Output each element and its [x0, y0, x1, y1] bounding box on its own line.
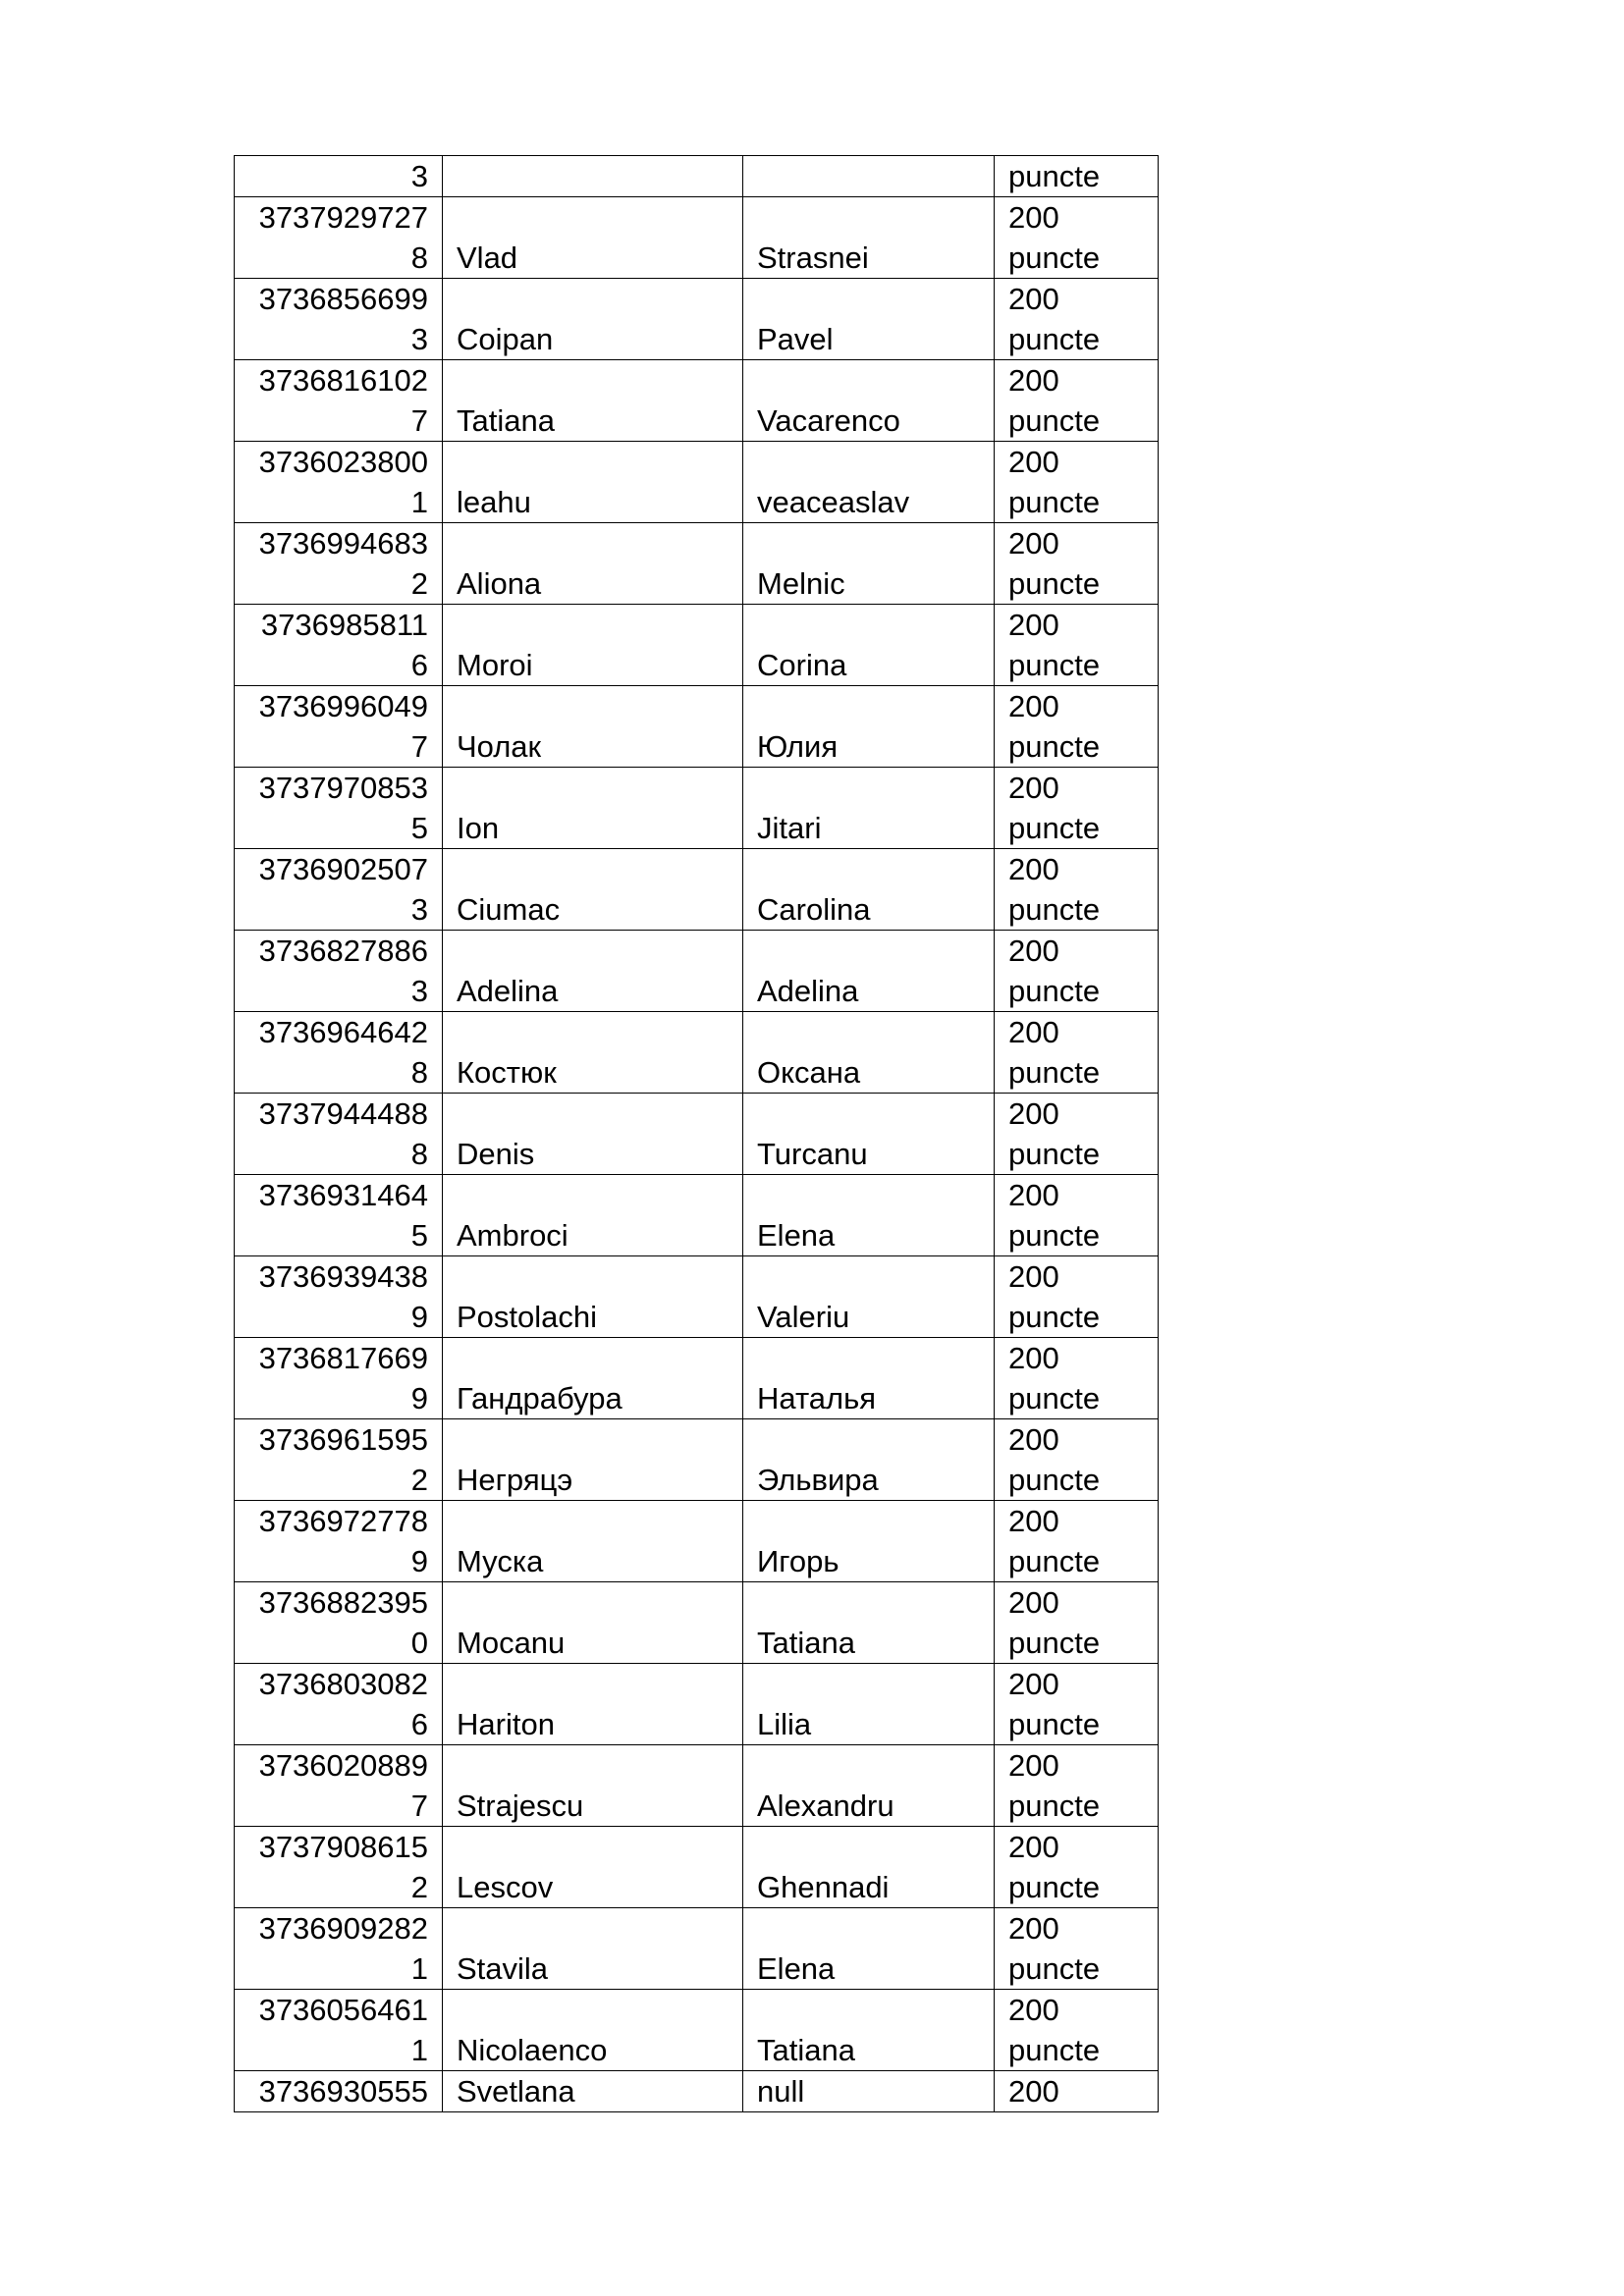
phone-cell	[235, 1256, 443, 1338]
phone-text: 3736964642	[258, 1015, 428, 1049]
phone-cell	[235, 156, 443, 197]
results-table	[234, 155, 1159, 2112]
first-name-cell: Nicolaenco	[443, 1990, 743, 2071]
phone-text: 6	[410, 1707, 428, 1741]
table-row	[235, 442, 1159, 523]
points-text: puncte	[1008, 648, 1101, 682]
phone-text: 3736803082	[258, 1667, 428, 1701]
table-row	[235, 197, 1159, 279]
points-text: 200	[1008, 363, 1059, 398]
phone-text: 3736939438	[258, 1259, 428, 1294]
table-row	[235, 849, 1159, 931]
points-text: puncte	[1008, 729, 1101, 764]
first-name-cell: Муска	[443, 1501, 743, 1582]
phone-text: 9	[410, 1300, 428, 1334]
phone-text: 8	[410, 1137, 428, 1171]
points-text: 200	[1008, 1015, 1059, 1049]
points-cell	[995, 1990, 1159, 2071]
points-text: puncte	[1008, 811, 1101, 845]
phone-text: 8	[410, 240, 428, 275]
last-name-cell: Alexandru	[743, 1745, 995, 1827]
phone-text: 1	[410, 485, 428, 519]
phone-cell	[235, 686, 443, 768]
points-text: puncte	[1008, 1951, 1101, 1986]
phone-cell	[235, 442, 443, 523]
phone-cell	[235, 1745, 443, 1827]
last-name-cell: null	[743, 2071, 995, 2112]
points-cell	[995, 197, 1159, 279]
points-text: 200	[1008, 608, 1059, 642]
table-row	[235, 1501, 1159, 1582]
last-name-cell: Оксана	[743, 1012, 995, 1094]
points-text: 200	[1008, 1993, 1059, 2027]
phone-cell	[235, 1664, 443, 1745]
table-row	[235, 1175, 1159, 1256]
points-text: 200	[1008, 1178, 1059, 1212]
first-name-cell: Mocanu	[443, 1582, 743, 1664]
last-name-cell: veaceaslav	[743, 442, 995, 523]
phone-text: 3736902507	[258, 852, 428, 886]
last-name-cell: Adelina	[743, 931, 995, 1012]
table-row	[235, 2071, 1159, 2112]
phone-text: 3736882395	[258, 1585, 428, 1620]
phone-text: 5	[410, 811, 428, 845]
points-text: puncte	[1008, 1055, 1101, 1090]
points-text: puncte	[1008, 485, 1101, 519]
phone-text: 3736931464	[258, 1178, 428, 1212]
phone-text: 8	[410, 1055, 428, 1090]
first-name-cell: Coipan	[443, 279, 743, 360]
points-cell	[995, 2071, 1159, 2112]
phone-text: 7	[410, 729, 428, 764]
points-text: 200	[1008, 1911, 1059, 1946]
table-row	[235, 768, 1159, 849]
points-cell	[995, 1419, 1159, 1501]
points-text: puncte	[1008, 566, 1101, 601]
table-row	[235, 1338, 1159, 1419]
points-cell	[995, 1256, 1159, 1338]
phone-text: 3737908615	[258, 1830, 428, 1864]
phone-text: 7	[410, 403, 428, 438]
points-text: puncte	[1008, 892, 1101, 927]
points-cell	[995, 523, 1159, 605]
first-name-cell: Tatiana	[443, 360, 743, 442]
phone-text: 3736056461	[258, 1993, 428, 2027]
first-name-cell: Adelina	[443, 931, 743, 1012]
phone-cell	[235, 931, 443, 1012]
phone-cell	[235, 605, 443, 686]
last-name-cell: Игорь	[743, 1501, 995, 1582]
points-text: 200	[1008, 1667, 1059, 1701]
last-name-cell: Pavel	[743, 279, 995, 360]
points-text: puncte	[1008, 974, 1101, 1008]
points-text: 200	[1008, 771, 1059, 805]
last-name-cell	[743, 156, 995, 197]
last-name-cell: Elena	[743, 1908, 995, 1990]
phone-text: 2	[410, 566, 428, 601]
phone-text: 3736020889	[258, 1748, 428, 1783]
table-row	[235, 523, 1159, 605]
table-row	[235, 1094, 1159, 1175]
table-row	[235, 1256, 1159, 1338]
points-text: 200	[1008, 445, 1059, 479]
table-row	[235, 1908, 1159, 1990]
points-cell	[995, 768, 1159, 849]
last-name-cell: Carolina	[743, 849, 995, 931]
phone-text: 3736972778	[258, 1504, 428, 1538]
phone-text: 3736961595	[258, 1422, 428, 1457]
points-text: 200	[1008, 200, 1059, 235]
points-cell	[995, 849, 1159, 931]
phone-cell	[235, 1908, 443, 1990]
table-row	[235, 360, 1159, 442]
last-name-cell: Tatiana	[743, 1990, 995, 2071]
phone-cell	[235, 1419, 443, 1501]
last-name-cell: Turcanu	[743, 1094, 995, 1175]
phone-text: 3	[410, 974, 428, 1008]
first-name-cell: Strajescu	[443, 1745, 743, 1827]
phone-text: 3736817669	[258, 1341, 428, 1375]
first-name-cell: Ion	[443, 768, 743, 849]
phone-text: 3736856699	[258, 282, 428, 316]
last-name-cell: Elena	[743, 1175, 995, 1256]
last-name-cell: Jitari	[743, 768, 995, 849]
results-table-body	[235, 156, 1159, 2112]
points-text: 200	[1008, 1504, 1059, 1538]
points-cell	[995, 1745, 1159, 1827]
points-cell	[995, 1012, 1159, 1094]
phone-text: 3736023800	[258, 445, 428, 479]
points-text: puncte	[1008, 1300, 1101, 1334]
phone-cell	[235, 2071, 443, 2112]
table-row	[235, 1990, 1159, 2071]
points-cell	[995, 1338, 1159, 1419]
points-text: 200	[1008, 2074, 1059, 2109]
points-cell	[995, 1501, 1159, 1582]
phone-cell	[235, 197, 443, 279]
points-text: puncte	[1008, 159, 1101, 193]
points-text: puncte	[1008, 322, 1101, 356]
points-text: puncte	[1008, 1870, 1101, 1904]
phone-cell	[235, 523, 443, 605]
points-text: puncte	[1008, 1626, 1101, 1660]
points-text: 200	[1008, 1830, 1059, 1864]
last-name-cell: Lilia	[743, 1664, 995, 1745]
phone-cell	[235, 1094, 443, 1175]
table-row	[235, 1745, 1159, 1827]
table-row	[235, 1419, 1159, 1501]
last-name-cell: Юлия	[743, 686, 995, 768]
first-name-cell: Lescov	[443, 1827, 743, 1908]
last-name-cell: Эльвира	[743, 1419, 995, 1501]
last-name-cell: Ghennadi	[743, 1827, 995, 1908]
last-name-cell: Valeriu	[743, 1256, 995, 1338]
points-text: puncte	[1008, 1463, 1101, 1497]
table-row	[235, 279, 1159, 360]
phone-text: 3	[410, 322, 428, 356]
first-name-cell: Denis	[443, 1094, 743, 1175]
phone-text: 3737929727	[258, 200, 428, 235]
last-name-cell: Corina	[743, 605, 995, 686]
points-cell	[995, 931, 1159, 1012]
points-text: puncte	[1008, 2033, 1101, 2067]
phone-cell	[235, 279, 443, 360]
table-row	[235, 931, 1159, 1012]
points-text: 200	[1008, 689, 1059, 723]
points-cell	[995, 156, 1159, 197]
phone-text: 3736816102	[258, 363, 428, 398]
last-name-cell: Наталья	[743, 1338, 995, 1419]
first-name-cell: Postolachi	[443, 1256, 743, 1338]
phone-cell	[235, 1827, 443, 1908]
points-text: 200	[1008, 1585, 1059, 1620]
phone-text: 3736930555	[258, 2074, 428, 2109]
first-name-cell: Aliona	[443, 523, 743, 605]
first-name-cell: Svetlana	[443, 2071, 743, 2112]
last-name-cell: Strasnei	[743, 197, 995, 279]
points-cell	[995, 686, 1159, 768]
points-text: 200	[1008, 1422, 1059, 1457]
phone-cell	[235, 1501, 443, 1582]
points-cell	[995, 1175, 1159, 1256]
phone-cell	[235, 1582, 443, 1664]
phone-cell	[235, 1990, 443, 2071]
points-text: puncte	[1008, 1707, 1101, 1741]
points-text: 200	[1008, 934, 1059, 968]
phone-text: 5	[410, 1218, 428, 1253]
first-name-cell: Moroi	[443, 605, 743, 686]
phone-cell	[235, 849, 443, 931]
table-row	[235, 1012, 1159, 1094]
points-cell	[995, 1827, 1159, 1908]
last-name-cell: Tatiana	[743, 1582, 995, 1664]
points-text: puncte	[1008, 1218, 1101, 1253]
first-name-cell: Негряцэ	[443, 1419, 743, 1501]
phone-text: 1	[410, 1951, 428, 1986]
phone-text: 3736994683	[258, 526, 428, 561]
first-name-cell: leahu	[443, 442, 743, 523]
phone-cell	[235, 768, 443, 849]
phone-text: 3737944488	[258, 1096, 428, 1131]
table-row	[235, 156, 1159, 197]
first-name-cell: Stavila	[443, 1908, 743, 1990]
first-name-cell: Чолак	[443, 686, 743, 768]
points-text: puncte	[1008, 240, 1101, 275]
phone-text: 3	[410, 159, 428, 193]
phone-text: 9	[410, 1381, 428, 1415]
points-text: 200	[1008, 526, 1059, 561]
table-row	[235, 1582, 1159, 1664]
first-name-cell	[443, 156, 743, 197]
points-cell	[995, 360, 1159, 442]
points-text: 200	[1008, 1341, 1059, 1375]
phone-text: 3736827886	[258, 934, 428, 968]
points-text: 200	[1008, 852, 1059, 886]
phone-cell	[235, 1012, 443, 1094]
phone-text: 2	[410, 1463, 428, 1497]
phone-text: 1	[410, 2033, 428, 2067]
phone-text: 0	[410, 1626, 428, 1660]
phone-cell	[235, 1338, 443, 1419]
last-name-cell: Vacarenco	[743, 360, 995, 442]
phone-cell	[235, 1175, 443, 1256]
table-row	[235, 686, 1159, 768]
first-name-cell: Hariton	[443, 1664, 743, 1745]
points-cell	[995, 605, 1159, 686]
last-name-cell: Melnic	[743, 523, 995, 605]
phone-text: 3736996049	[258, 689, 428, 723]
first-name-cell: Vlad	[443, 197, 743, 279]
points-text: puncte	[1008, 1137, 1101, 1171]
phone-text: 3737970853	[258, 771, 428, 805]
table-row	[235, 1827, 1159, 1908]
phone-text: 6	[410, 648, 428, 682]
phone-text: 3736985811	[260, 608, 428, 642]
points-text: puncte	[1008, 1381, 1101, 1415]
first-name-cell: Костюк	[443, 1012, 743, 1094]
points-text: 200	[1008, 1096, 1059, 1131]
phone-text: 7	[410, 1789, 428, 1823]
points-text: puncte	[1008, 403, 1101, 438]
points-text: 200	[1008, 282, 1059, 316]
phone-cell	[235, 360, 443, 442]
phone-text: 3736909282	[258, 1911, 428, 1946]
table-row	[235, 605, 1159, 686]
points-cell	[995, 442, 1159, 523]
first-name-cell: Ambroci	[443, 1175, 743, 1256]
table-row	[235, 1664, 1159, 1745]
phone-text: 3	[410, 892, 428, 927]
first-name-cell: Ciumac	[443, 849, 743, 931]
points-text: 200	[1008, 1748, 1059, 1783]
points-text: 200	[1008, 1259, 1059, 1294]
points-text: puncte	[1008, 1544, 1101, 1578]
points-cell	[995, 1582, 1159, 1664]
phone-text: 2	[410, 1870, 428, 1904]
points-cell	[995, 1094, 1159, 1175]
points-cell	[995, 1664, 1159, 1745]
first-name-cell: Гандрабура	[443, 1338, 743, 1419]
points-cell	[995, 1908, 1159, 1990]
points-text: puncte	[1008, 1789, 1101, 1823]
phone-text: 9	[410, 1544, 428, 1578]
points-cell	[995, 279, 1159, 360]
